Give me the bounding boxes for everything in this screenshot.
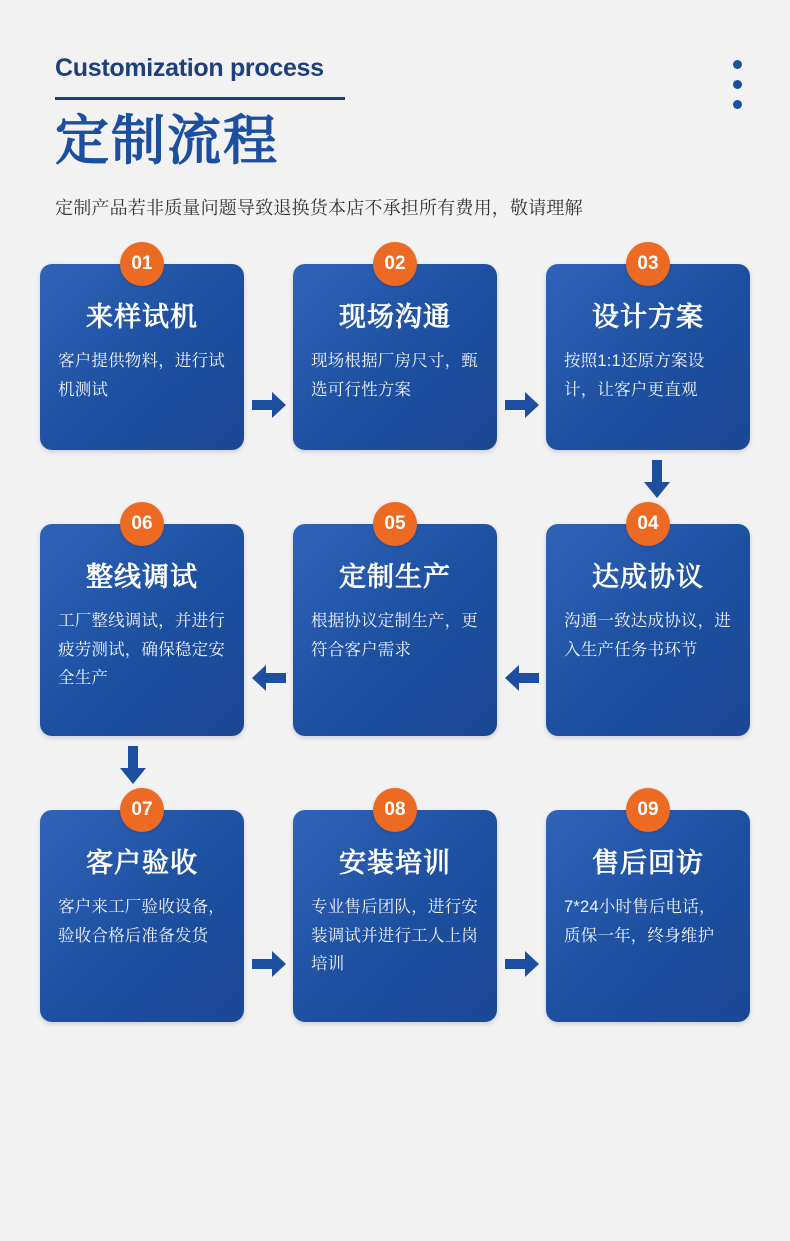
page-title: 定制流程 xyxy=(55,110,279,171)
flow-row-2 xyxy=(40,512,750,736)
step-title: 来样试机 xyxy=(86,301,198,332)
step-description: 客户来工厂验收设备，验收合格后准备发货 xyxy=(58,897,225,945)
process-step-card xyxy=(293,512,497,736)
decorative-dots xyxy=(733,60,742,109)
flow-cell xyxy=(40,798,244,1022)
header-eyebrow: Customization process xyxy=(55,54,324,82)
flow-row-3 xyxy=(40,798,750,1022)
process-step-card xyxy=(546,252,750,450)
step-number-badge: 09 xyxy=(626,788,670,832)
process-step-card xyxy=(40,512,244,736)
flow-cell xyxy=(293,798,497,1022)
arrow-down-icon xyxy=(644,460,670,498)
arrow-down-icon xyxy=(120,746,146,784)
flow-cell xyxy=(40,512,244,736)
flow-cell xyxy=(546,512,750,736)
arrow-left-icon xyxy=(244,524,293,736)
arrow-right-icon xyxy=(244,264,293,450)
step-number-badge: 01 xyxy=(120,242,164,286)
step-title: 现场沟通 xyxy=(339,301,451,332)
step-description: 工厂整线调试，并进行疲劳测试，确保稳定安全生产 xyxy=(58,611,225,688)
step-description: 客户提供物料，进行试机测试 xyxy=(58,351,225,399)
flow-cell xyxy=(40,252,244,450)
step-title: 整线调试 xyxy=(86,561,198,592)
step-description: 专业售后团队，进行安装调试并进行工人上岗培训 xyxy=(311,897,478,974)
step-title: 售后回访 xyxy=(592,847,704,878)
step-title: 安装培训 xyxy=(339,847,451,878)
flow-cell xyxy=(546,798,750,1022)
step-description: 现场根据厂房尺寸，甄选可行性方案 xyxy=(311,351,478,399)
step-title: 客户验收 xyxy=(86,847,198,878)
process-step-card xyxy=(293,798,497,1022)
dot-icon xyxy=(733,80,742,89)
process-step-card xyxy=(546,512,750,736)
step-title: 达成协议 xyxy=(592,561,704,592)
customization-process-flow xyxy=(40,252,750,1022)
dot-icon xyxy=(733,60,742,69)
step-description: 根据协议定制生产，更符合客户需求 xyxy=(311,611,478,659)
step-description: 7*24小时售后电话，质保一年，终身维护 xyxy=(564,897,716,945)
flow-row-1 xyxy=(40,252,750,450)
step-title: 定制生产 xyxy=(339,561,451,592)
process-step-card xyxy=(40,798,244,1022)
step-description: 按照1:1还原方案设计，让客户更直观 xyxy=(564,351,705,399)
step-number-badge: 04 xyxy=(626,502,670,546)
dot-icon xyxy=(733,100,742,109)
process-step-card xyxy=(40,252,244,450)
step-title: 设计方案 xyxy=(592,301,704,332)
flow-cell xyxy=(546,252,750,450)
arrow-right-icon xyxy=(497,810,546,1022)
arrow-left-icon xyxy=(497,524,546,736)
flow-cell xyxy=(293,512,497,736)
page-subtitle: 定制产品若非质量问题导致退换货本店不承担所有费用，敬请理解 xyxy=(55,197,583,218)
step-number-badge: 06 xyxy=(120,502,164,546)
arrow-right-icon xyxy=(244,810,293,1022)
arrow-right-icon xyxy=(497,264,546,450)
step-description: 沟通一致达成协议，进入生产任务书环节 xyxy=(564,611,731,659)
step-number-badge: 08 xyxy=(373,788,417,832)
flow-cell xyxy=(293,252,497,450)
process-step-card xyxy=(546,798,750,1022)
step-number-badge: 05 xyxy=(373,502,417,546)
header-divider xyxy=(55,97,345,100)
step-number-badge: 02 xyxy=(373,242,417,286)
step-number-badge: 03 xyxy=(626,242,670,286)
step-number-badge: 07 xyxy=(120,788,164,832)
page-header xyxy=(0,0,790,220)
process-step-card xyxy=(293,252,497,450)
